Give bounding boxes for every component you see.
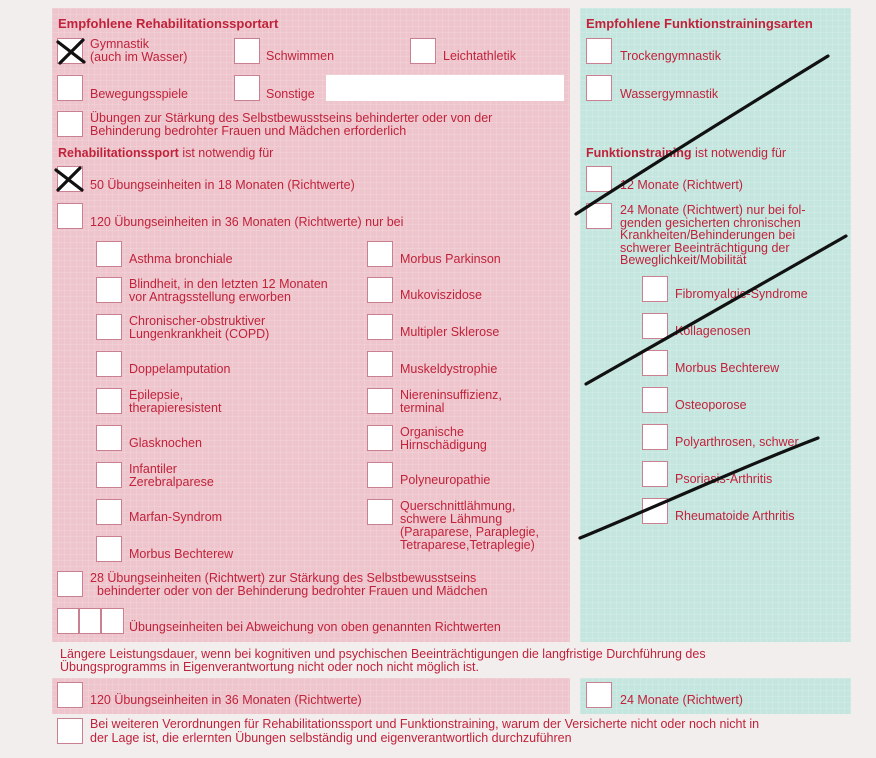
ft-disease-1-line-1: Fibromyalgie-Syndrome [675, 287, 808, 301]
disease-col2-7-line-1: Polyneuropathie [400, 473, 491, 487]
checkbox-disease-col1-2[interactable] [96, 277, 122, 303]
checkbox-50-einheiten[interactable] [57, 166, 83, 192]
checkbox-12-monate[interactable] [586, 166, 612, 192]
checkbox-disease-col2-7[interactable] [367, 462, 393, 488]
ft-disease-3-line-1: Morbus Bechterew [675, 361, 780, 375]
disease-col2-8-line-1: Querschnittlähmung, [400, 499, 516, 513]
checkbox-disease-col1-4[interactable] [96, 351, 122, 377]
disease-col1-5-line-1: Epilepsie, [129, 388, 184, 402]
ft-notwendig-heading [586, 146, 786, 160]
label-gymnastik-1: Gymnastik [90, 37, 150, 51]
weitere-line-2: der Lage ist, die erlernten Übungen selbständig und eigenverantwortlich durchzuführen [90, 731, 572, 745]
checkbox-disease-col1-6[interactable] [96, 425, 122, 451]
checkbox-disease-col2-1[interactable] [367, 241, 393, 267]
disease-col1-4-line-1: Doppelamputation [129, 362, 231, 376]
checkbox-uebungen[interactable] [57, 111, 83, 137]
ft-bold: Funktionstraining [586, 146, 692, 160]
checkbox-leichtathletik[interactable] [410, 38, 436, 64]
digit-box-1[interactable] [57, 608, 79, 634]
checkbox-disease-col1-8[interactable] [96, 499, 122, 525]
disease-col2-5-line-1: Niereninsuffizienz, [400, 388, 502, 402]
disease-col1-8-line-1: Marfan-Syndrom [129, 510, 223, 524]
ft-rest: ist notwendig für [691, 146, 787, 160]
disease-col2-3-line-1: Multipler Sklerose [400, 325, 500, 339]
checkbox-ft-disease-4[interactable] [642, 387, 668, 413]
checkbox-disease-col2-3[interactable] [367, 314, 393, 340]
opt24-line-5: Beweglichkeit/Mobilität [620, 253, 747, 267]
checkbox-disease-col2-2[interactable] [367, 277, 393, 303]
checkbox-ft-disease-3[interactable] [642, 350, 668, 376]
ft-disease-5-line-1: Polyarthrosen, schwer [675, 435, 799, 449]
rehasport-header: Empfohlene Rehabilitationssportart [58, 16, 279, 31]
checkbox-weitere[interactable] [57, 718, 83, 744]
checkbox-schwimmen[interactable] [234, 38, 260, 64]
disease-col1-2-line-1: Blindheit, in den letzten 12 Monaten [129, 277, 328, 291]
laengere-line-1: Längere Leistungsdauer, wenn bei kognitiven und psychischen Beeinträchtigungen die langfristige Durchführung des [60, 647, 706, 661]
disease-col1-3-line-1: Chronischer-obstruktiver [129, 314, 266, 328]
disease-col1-2-line-2: vor Antragsstellung erworben [129, 290, 291, 304]
checkbox-disease-col1-3[interactable] [96, 314, 122, 340]
checkbox-disease-col1-7[interactable] [96, 462, 122, 488]
checkbox-120-einheiten[interactable] [57, 203, 83, 229]
digit-box-2[interactable] [79, 608, 101, 634]
disease-col1-5-line-2: therapieresistent [129, 401, 222, 415]
checkbox-ft-disease-5[interactable] [642, 424, 668, 450]
opt24-line-1: 24 Monate (Richtwert) nur bei fol- [620, 203, 806, 217]
checkbox-disease-col1-9[interactable] [96, 536, 122, 562]
label-uebungen-1: Übungen zur Stärkung des Selbstbewusstseins behinderter oder von der [90, 111, 493, 125]
label-50-einheiten: 50 Übungseinheiten in 18 Monaten (Richtwerte) [90, 178, 355, 192]
reha-rest: ist notwendig für [178, 146, 274, 160]
funktionstraining-header: Empfohlene Funktionstrainingsarten [586, 16, 813, 31]
reha-notwendig-heading [58, 146, 273, 160]
label-leichtathletik: Leichtathletik [443, 49, 516, 63]
label-trockengymnastik: Trockengymnastik [620, 49, 721, 63]
checkbox-ft-disease-2[interactable] [642, 313, 668, 339]
disease-col2-8-line-2: schwere Lähmung [400, 512, 503, 526]
disease-col1-7-line-2: Zerebralparese [129, 475, 214, 489]
disease-col1-6-line-1: Glasknochen [129, 436, 202, 450]
disease-col2-1-line-1: Morbus Parkinson [400, 252, 501, 266]
disease-col2-8-line-3: (Paraparese, Paraplegie, [400, 525, 539, 539]
reha-bold: Rehabilitationssport [58, 146, 179, 160]
label-120-bottom: 120 Übungseinheiten in 36 Monaten (Richtwerte) [90, 693, 362, 707]
label-24-bottom: 24 Monate (Richtwert) [620, 693, 743, 707]
label-12-monate: 12 Monate (Richtwert) [620, 178, 743, 192]
opt24-line-3: Krankheiten/Behinderungen bei [620, 228, 796, 242]
label-wassergymnastik: Wassergymnastik [620, 87, 719, 101]
label-sonstige: Sonstige [266, 87, 315, 101]
ft-disease-4-line-1: Osteoporose [675, 398, 747, 412]
checkbox-120-bottom[interactable] [57, 682, 83, 708]
opt24-line-4: schwerer Beeinträchtigung der [620, 240, 790, 255]
opt24-line-2: genden gesicherten chronischen [620, 215, 801, 230]
label-abweichung: Übungseinheiten bei Abweichung von oben genannten Richtwerten [129, 620, 501, 634]
disease-col1-7-line-1: Infantiler [129, 462, 177, 476]
disease-col2-8-line-4: Tetraparese,Tetraplegie) [400, 538, 535, 552]
label-schwimmen: Schwimmen [266, 49, 335, 63]
sonstige-input[interactable] [326, 75, 564, 101]
checkbox-ft-disease-1[interactable] [642, 276, 668, 302]
disease-col2-4-line-1: Muskeldystrophie [400, 362, 498, 376]
disease-col2-6-line-2: Hirnschädigung [400, 438, 487, 452]
ft-disease-2-line-1: Kollagenosen [675, 324, 751, 338]
disease-col2-5-line-2: terminal [400, 401, 445, 415]
label-gymnastik-2: (auch im Wasser) [90, 50, 188, 64]
label-28-einheiten-2: behinderter oder von der Behinderung bedrohter Frauen und Mädchen [97, 584, 488, 598]
laengere-line-2: Übungsprogramms in Eigenverantwortung nicht oder noch nicht möglich ist. [60, 660, 479, 674]
weitere-line-1: Bei weiteren Verordnungen für Rehabilitationssport und Funktionstraining, warum der Versicherte nicht oder noch nicht in [90, 717, 760, 731]
disease-col2-2-line-1: Mukoviszidose [400, 288, 482, 302]
checkbox-disease-col1-5[interactable] [96, 388, 122, 414]
ft-disease-6-line-1: Psoriasis-Arthritis [675, 472, 773, 486]
checkbox-ft-disease-7[interactable] [642, 498, 668, 524]
disease-col2-6-line-1: Organische [400, 425, 464, 439]
checkbox-wassergymnastik[interactable] [586, 75, 612, 101]
disease-col1-9-line-1: Morbus Bechterew [129, 547, 234, 561]
checkbox-disease-col2-8[interactable] [367, 499, 393, 525]
checkbox-disease-col2-5[interactable] [367, 388, 393, 414]
checkbox-disease-col2-4[interactable] [367, 351, 393, 377]
checkbox-24-bottom[interactable] [586, 682, 612, 708]
checkbox-24-monate[interactable] [586, 203, 612, 229]
checkbox-ft-disease-6[interactable] [642, 461, 668, 487]
ft-disease-7-line-1: Rheumatoide Arthritis [675, 509, 795, 523]
digit-box-3[interactable] [101, 608, 124, 634]
checkbox-sonstige[interactable] [234, 75, 260, 101]
checkbox-gymnastik[interactable] [57, 38, 83, 64]
label-120-einheiten: 120 Übungseinheiten in 36 Monaten (Richtwerte) nur bei [90, 215, 404, 229]
checkbox-trockengymnastik[interactable] [586, 38, 612, 64]
checkbox-disease-col1-1[interactable] [96, 241, 122, 267]
disease-col1-3-line-2: Lungenkrankheit (COPD) [129, 327, 270, 341]
checkbox-bewegungsspiele[interactable] [57, 75, 83, 101]
checkbox-disease-col2-6[interactable] [367, 425, 393, 451]
checkbox-28-einheiten[interactable] [57, 571, 83, 597]
label-uebungen-2: Behinderung bedrohter Frauen und Mädchen erforderlich [90, 124, 407, 138]
disease-col1-1-line-1: Asthma bronchiale [129, 252, 233, 266]
label-bewegungsspiele: Bewegungsspiele [90, 87, 188, 101]
label-28-einheiten-1: 28 Übungseinheiten (Richtwert) zur Stärkung des Selbstbewusstseins [90, 571, 477, 585]
